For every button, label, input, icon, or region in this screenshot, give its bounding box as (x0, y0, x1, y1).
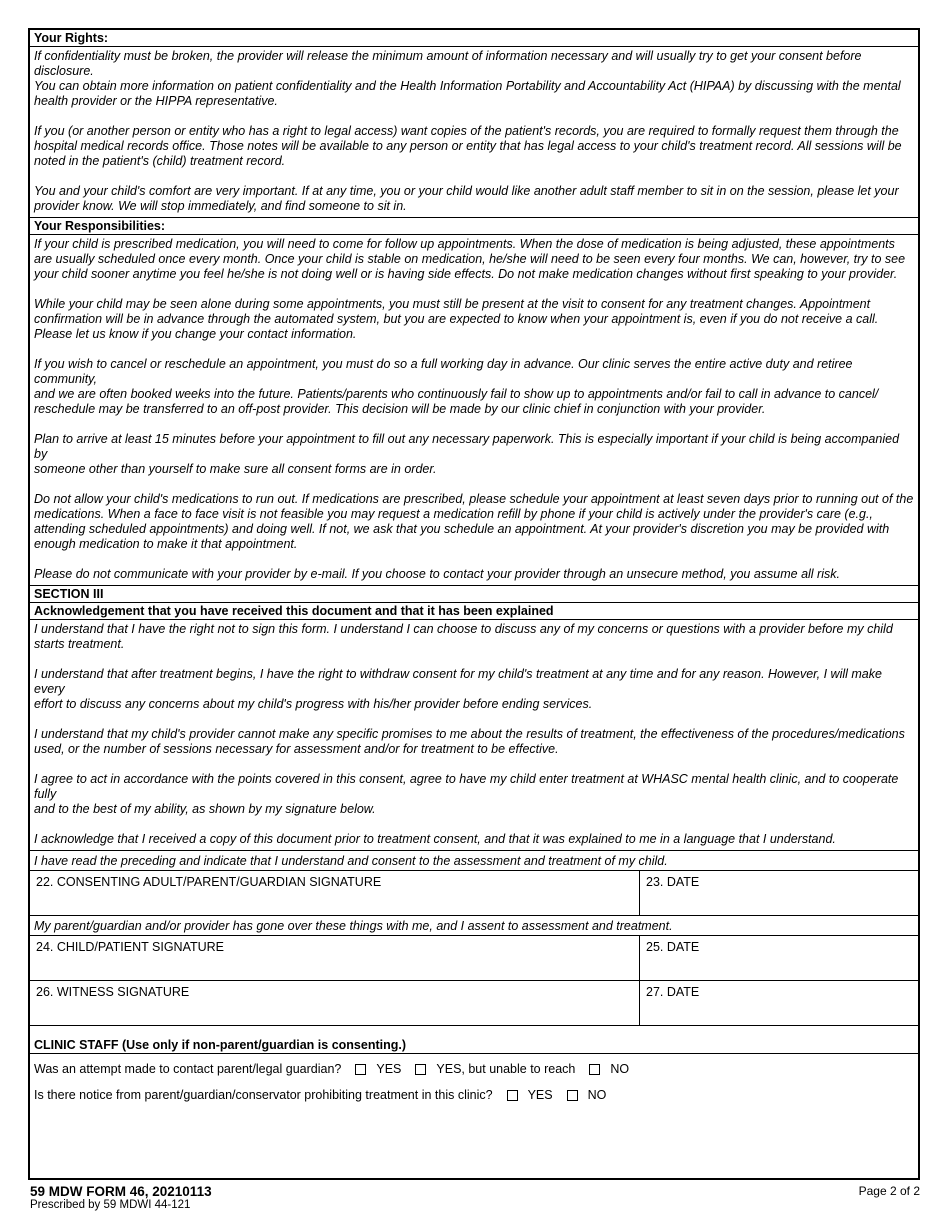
page-number: Page 2 of 2 (858, 1184, 920, 1198)
responsibilities-paragraph: Plan to arrive at least 15 minutes before your appointment to fill out any necessary paperwork. This is especially important if your child is being accompanied by someone other than yourself to make sure all consent forms are in order. (34, 432, 900, 476)
responsibilities-paragraph: While your child may be seen alone during some appointments, you must still be present at the visit to consent for any treatment changes. Appointment confirmation will be in advance through the automated system, but you are expected to know when your appointment is, even if you do not receive a call. Please let us know if you change your contact information. (34, 297, 879, 341)
form-id: 59 MDW FORM 46, 20210113 (30, 1184, 212, 1199)
guardian-date-field[interactable]: 23. DATE (646, 875, 700, 889)
clinic-staff-header: CLINIC STAFF (Use only if non-parent/guardian is consenting.) (30, 1026, 918, 1054)
acknowledgement-text (30, 620, 918, 851)
witness-signature-field[interactable]: 26. WITNESS SIGNATURE (30, 981, 640, 1025)
acknowledgement-paragraph: I acknowledge that I received a copy of this document prior to treatment consent, and that it was explained to me in a language that I understand. (34, 832, 836, 846)
responsibilities-paragraph: Please do not communicate with your provider by e-mail. If you choose to contact your provider through an unsecure method, you assume all risk. (34, 567, 840, 581)
notice-no-checkbox[interactable] (567, 1090, 578, 1101)
contact-attempt-label: Was an attempt made to contact parent/legal guardian? (34, 1062, 342, 1076)
contact-no-checkbox[interactable] (589, 1064, 600, 1075)
contact-yes-label: YES (376, 1062, 402, 1076)
contact-yes-checkbox[interactable] (355, 1064, 366, 1075)
responsibilities-header: Your Responsibilities: (30, 218, 918, 235)
contact-no-label: NO (610, 1062, 630, 1076)
notice-yes-checkbox[interactable] (507, 1090, 518, 1101)
acknowledgement-header: Acknowledgement that you have received this document and that it has been explained (30, 603, 918, 620)
child-date-field[interactable]: 25. DATE (646, 940, 700, 954)
rights-paragraph: If you (or another person or entity who has a right to legal access) want copies of the patient's records, you are required to formally request them through the hospital medical records office. Those notes will be available to any person or entity that has legal access to your child's treatment record. All sessions will be noted in the patient's (child) treatment record. (34, 124, 902, 168)
acknowledgement-paragraph: I agree to act in accordance with the points covered in this consent, agree to have my child enter treatment at WHASC mental health clinic, and to cooperate fully and to the best of my ability, as shown by my signature below. (34, 772, 899, 816)
rights-paragraph: If confidentiality must be broken, the provider will release the minimum amount of information necessary and will usually try to get your consent before disclosure. You can obtain more information on patient confidentiality and the Health Information Portability and Accountability Act (HIPAA) by discussing with the mental health provider or the HIPPA representative. (34, 49, 901, 108)
contact-unable-checkbox[interactable] (415, 1064, 426, 1075)
guardian-signature-row (30, 871, 918, 916)
prohibition-notice-label: Is there notice from parent/guardian/conservator prohibiting treatment in this clinic? (34, 1088, 493, 1102)
acknowledgement-paragraph: I understand that after treatment begins, I have the right to withdraw consent for my child's treatment at any time and for any reason. However, I will make every effort to discuss any concerns about my child's progress with his/her provider before ending services. (34, 667, 882, 711)
responsibilities-paragraph: Do not allow your child's medications to run out. If medications are prescribed, please schedule your appointment at least seven days prior to running out of the medications. When a face to face visit is not feasible you may request a medication refill by phone if your child is actively under the provider's care (e.g., attending scheduled appointments) and doing well. If not, we ask that you schedule an appointment. At your provider's discretion you may be provided with enough medication to make it that appointment. (34, 492, 914, 551)
contact-attempt-question (30, 1056, 918, 1082)
prohibition-notice-question (30, 1082, 918, 1108)
notice-no-label: NO (587, 1088, 607, 1102)
responsibilities-paragraph: If you wish to cancel or reschedule an appointment, you must do so a full working day in advance. Our clinic serves the entire active duty and retiree community, and we are often booked weeks into the future. Patients/parents who continuously fail to show up to appointments and/or fail to call in advance to cancel/ reschedule may be transferred to an off-post provider. This decision will be made by our clinic chief in conjunction with your provider. (34, 357, 879, 416)
notice-yes-label: YES (527, 1088, 553, 1102)
acknowledgement-paragraph: I understand that my child's provider cannot make any specific promises to me about the results of treatment, the effectiveness of the procedures/medications used, or the number of sessions necessary for assessment and/or for treatment to be effective. (34, 727, 905, 756)
rights-header: Your Rights: (30, 30, 918, 47)
prescribed-by: Prescribed by 59 MDWI 44-121 (30, 1199, 191, 1211)
rights-paragraph: You and your child's comfort are very important. If at any time, you or your child would like another adult staff member to sit in on the session, please let your provider know. We will stop immediately, and find someone to sit in. (34, 184, 899, 213)
form-footer (30, 1184, 212, 1212)
section-3-header: SECTION III (30, 586, 918, 603)
guardian-signature-field[interactable]: 22. CONSENTING ADULT/PARENT/GUARDIAN SIGNATURE (30, 871, 640, 915)
child-signature-row (30, 936, 918, 981)
rights-text (30, 47, 918, 218)
child-signature-field[interactable]: 24. CHILD/PATIENT SIGNATURE (30, 936, 640, 980)
witness-date-field[interactable]: 27. DATE (646, 985, 700, 999)
responsibilities-paragraph: If your child is prescribed medication, you will need to come for follow up appointments. When the dose of medication is being adjusted, these appointments are usually scheduled once every month. Once your child is stable on medication, he/she will need to be seen every four months. We can, however, try to see your child sooner anytime you feel he/she is not doing well or is having side effects. Do not make medication changes without first speaking to your provider. (34, 237, 906, 281)
acknowledgement-paragraph: I understand that I have the right not to sign this form. I understand I can choose to discuss any of my concerns or questions with a provider before my child starts treatment. (34, 622, 893, 651)
consent-statement: I have read the preceding and indicate that I understand and consent to the assessment and treatment of my child. (30, 851, 918, 871)
assent-statement: My parent/guardian and/or provider has gone over these things with me, and I assent to assessment and treatment. (30, 916, 918, 936)
responsibilities-text (30, 235, 918, 586)
consent-form (28, 28, 920, 1180)
witness-signature-row (30, 981, 918, 1026)
contact-unable-label: YES, but unable to reach (436, 1062, 576, 1076)
